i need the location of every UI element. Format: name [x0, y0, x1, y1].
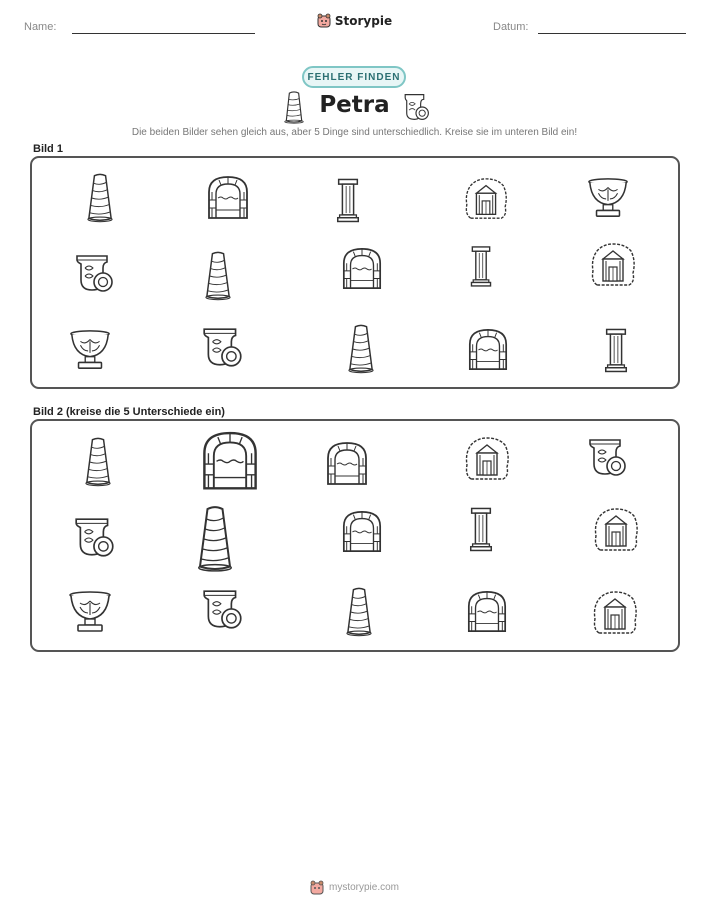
brand-name: Storypie — [334, 13, 393, 28]
picture2-fountain-arch-icon[interactable] — [324, 440, 370, 486]
storypie-logo-icon — [317, 13, 331, 28]
picture1-scroll-capital-icon — [200, 325, 246, 371]
storypie-logo-icon — [310, 880, 324, 895]
picture2-fountain-arch-icon[interactable] — [464, 589, 510, 633]
picture1-urn-icon — [583, 176, 633, 220]
footer-url: mystorypie.com — [328, 882, 399, 893]
picture1-column-icon — [468, 242, 494, 290]
picture2-scroll-capital-icon[interactable] — [585, 436, 631, 480]
picture1-fountain-arch-icon — [340, 246, 384, 290]
picture2-treasury-facade-icon[interactable] — [591, 589, 639, 637]
picture2-treasury-facade-icon[interactable] — [592, 506, 640, 554]
picture1-rock-pillar-icon — [198, 250, 238, 302]
picture2-treasury-facade-icon[interactable] — [463, 435, 511, 483]
picture2-rock-pillar-icon[interactable] — [339, 586, 379, 638]
footer — [0, 880, 709, 895]
picture2-label: Bild 2 (kreise die 5 Unterschiede ein) — [33, 406, 225, 418]
activity-badge: FEHLER FINDEN — [302, 66, 406, 88]
picture1-fountain-arch-icon — [204, 174, 252, 220]
picture1-column-icon — [602, 325, 630, 375]
picture1-treasury-facade-icon — [463, 176, 509, 222]
brand — [0, 13, 709, 28]
picture2-fountain-arch-icon[interactable] — [340, 509, 384, 553]
picture2-rock-pillar-icon[interactable] — [78, 436, 118, 488]
title-row — [0, 88, 709, 124]
picture2-fountain-arch-icon[interactable] — [197, 429, 263, 491]
picture2-scroll-capital-icon[interactable] — [200, 587, 246, 633]
picture1-rock-pillar-icon — [80, 172, 120, 224]
date-field[interactable] — [538, 33, 686, 34]
picture2-urn-icon[interactable] — [66, 589, 114, 635]
picture2-rock-pillar-icon[interactable] — [190, 503, 240, 575]
picture1-scroll-capital-icon — [73, 252, 117, 296]
instructions: Die beiden Bilder sehen gleich aus, aber 5 Dinge sind unterschiedlich. Kreise sie im unteren Bild ein! — [131, 127, 578, 138]
picture1-fountain-arch-icon — [466, 327, 510, 371]
picture1-label: Bild 1 — [33, 143, 63, 155]
picture2-scroll-capital-icon[interactable] — [72, 515, 118, 561]
picture1-urn-icon — [66, 328, 114, 372]
page-title: Petra — [319, 92, 390, 118]
name-field[interactable] — [72, 33, 255, 34]
name-label: Name: — [24, 21, 57, 33]
date-label: Datum: — [493, 21, 529, 33]
picture1-treasury-facade-icon — [589, 241, 637, 289]
picture1-column-icon — [334, 176, 362, 224]
picture2-column-icon[interactable] — [467, 504, 495, 554]
picture1-rock-pillar-icon — [341, 323, 381, 375]
scroll-capital-icon — [400, 90, 432, 124]
